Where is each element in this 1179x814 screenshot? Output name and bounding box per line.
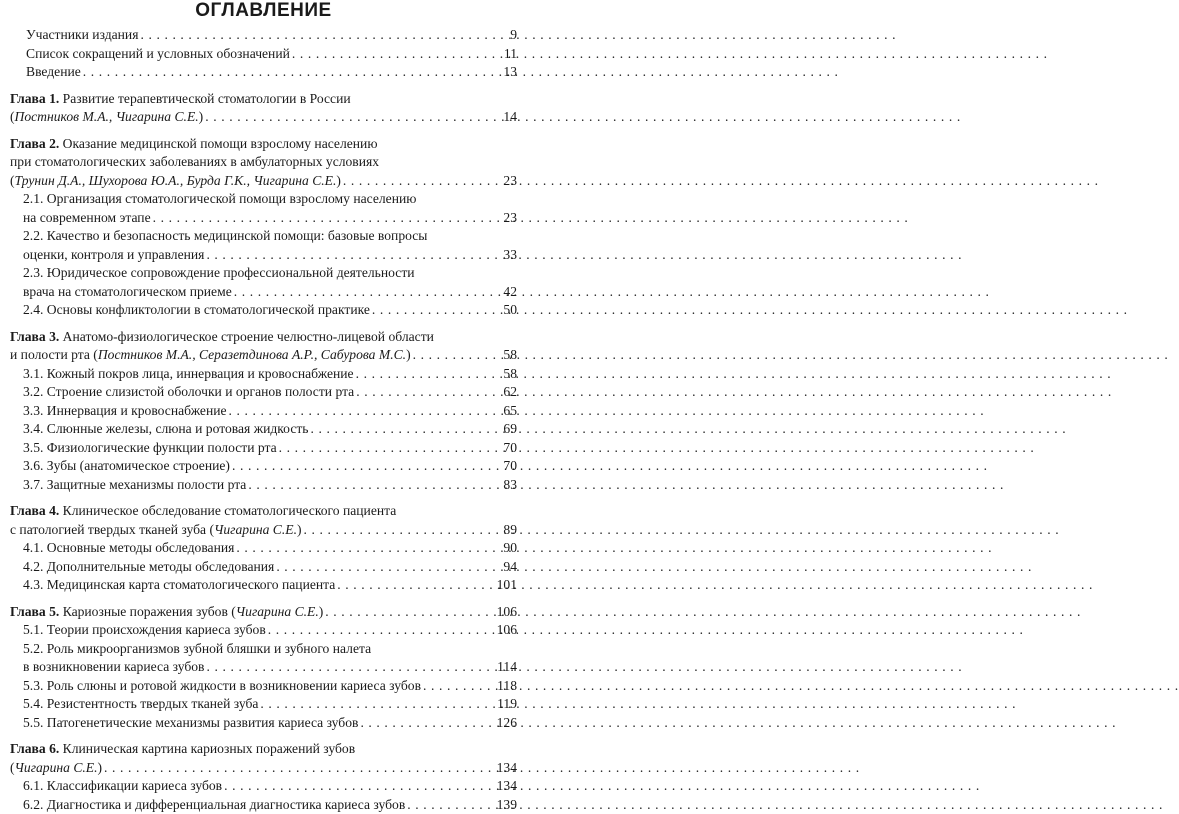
chapter-title-line: Глава 2. Оказание медицинской помощи взрослому населению	[10, 135, 517, 154]
section-item	[10, 539, 517, 558]
entry-text: врача на стоматологическом приеме	[23, 283, 232, 302]
dot-leader	[279, 439, 495, 458]
entry-text: (Постников М.А., Чигарина С.Е.)	[10, 108, 203, 127]
entry-text: 5.1. Теории происхождения кариеса зубов	[23, 621, 266, 640]
entry-text: Глава 5. Кариозные поражения зубов (Чигарина С.Е.)	[10, 603, 323, 622]
entry-text: в возникновении кариеса зубов	[23, 658, 204, 677]
dot-leader	[83, 63, 495, 82]
chapter-authors: Чигарина С.Е.	[214, 522, 297, 537]
dot-leader	[356, 365, 495, 384]
dot-leader	[104, 759, 495, 778]
section-title-line: 2.3. Юридическое сопровождение профессиональной деятельности	[10, 264, 517, 283]
chapter-title-line: Глава 6. Клиническая картина кариозных поражений зубов	[10, 740, 517, 759]
section-item	[10, 457, 517, 476]
dot-leader	[311, 420, 496, 439]
chapter-authors: Чигарина С.Е.	[236, 604, 319, 619]
chapter-authors: Постников М.А., Серазетдинова А.Р., Сабурова М.С.	[98, 347, 406, 362]
page-number: 11	[497, 45, 517, 64]
dot-leader	[206, 658, 495, 677]
chapter-spacer	[10, 127, 517, 135]
page-number: 134	[497, 777, 517, 796]
page-number: 69	[497, 420, 517, 439]
chapter-authors: Трунин Д.А., Шухорова Ю.А., Бурда Г.К., Чигарина С.Е.	[15, 173, 337, 188]
entry-text: оценки, контроля и управления	[23, 246, 204, 265]
dot-leader	[229, 402, 495, 421]
section-item	[10, 621, 517, 640]
entry-text: 5.3. Роль слюны и ротовой жидкости в возникновении кариеса зубов	[23, 677, 421, 696]
chapter-spacer	[10, 595, 517, 603]
dot-leader	[268, 621, 495, 640]
page-number: 13	[497, 63, 517, 82]
chapter-title-line: Глава 4. Клиническое обследование стоматологического пациента	[10, 502, 517, 521]
page-number: 62	[497, 383, 517, 402]
chapter-label: Глава 5.	[10, 604, 59, 619]
page-number: 90	[497, 539, 517, 558]
chapter-label: Глава 3.	[10, 329, 59, 344]
chapter-title-line	[10, 603, 517, 622]
chapter-label: Глава 2.	[10, 136, 59, 151]
section-item	[10, 777, 517, 796]
entry-text: 6.1. Классификации кариеса зубов	[23, 777, 222, 796]
entry-text: (Трунин Д.А., Шухорова Ю.А., Бурда Г.К., Чигарина С.Е.)	[10, 172, 341, 191]
entry-text: 3.4. Слюнные железы, слюна и ротовая жидкость	[23, 420, 309, 439]
section-title-line: 5.2. Роль микроорганизмов зубной бляшки и зубного налета	[10, 640, 517, 659]
page-number: 14	[497, 108, 517, 127]
chapter-title-line	[10, 521, 517, 540]
entry-text: 3.3. Иннервация и кровоснабжение	[23, 402, 227, 421]
page-number: 42	[497, 283, 517, 302]
dot-leader	[292, 45, 495, 64]
page-number: 58	[497, 365, 517, 384]
dot-leader	[248, 476, 495, 495]
dot-leader	[372, 301, 495, 320]
chapter-label: Глава 1.	[10, 91, 59, 106]
section-item	[10, 796, 517, 814]
dot-leader	[205, 108, 495, 127]
dot-leader	[276, 558, 495, 577]
section-item	[10, 420, 517, 439]
entry-text: (Чигарина С.Е.)	[10, 759, 102, 778]
dot-leader	[337, 576, 494, 595]
page-number: 106	[497, 621, 517, 640]
entry-text: 3.2. Строение слизистой оболочки и органов полости рта	[23, 383, 354, 402]
dot-leader	[140, 26, 495, 45]
entry-text: 3.1. Кожный покров лица, иннервация и кровоснабжение	[23, 365, 354, 384]
section-item	[10, 301, 517, 320]
page-number: 101	[497, 576, 517, 595]
section-item	[10, 695, 517, 714]
entry-text: Участники издания	[26, 26, 138, 45]
entry-text: и полости рта (Постников М.А., Серазетдинова А.Р., Сабурова М.С.)	[10, 346, 411, 365]
chapter-title-line: Глава 3. Анатомо-физиологическое строение челюстно-лицевой области	[10, 328, 517, 347]
page-number: 23	[497, 172, 517, 191]
dot-leader	[407, 796, 494, 814]
chapter-spacer	[10, 494, 517, 502]
entry-text: Список сокращений и условных обозначений	[26, 45, 290, 64]
entry-text: 4.3. Медицинская карта стоматологического пациента	[23, 576, 335, 595]
entry-text: с патологией твердых тканей зуба (Чигарина С.Е.)	[10, 521, 302, 540]
section-title-line	[10, 209, 517, 228]
page-number: 126	[497, 714, 517, 733]
section-item	[10, 576, 517, 595]
front-matter-item	[10, 26, 517, 45]
dot-leader	[224, 777, 495, 796]
page-number: 33	[497, 246, 517, 265]
section-item	[10, 677, 517, 696]
section-item	[10, 365, 517, 384]
chapter-title-line: Глава 1. Развитие терапевтической стоматологии в России	[10, 90, 517, 109]
section-item	[10, 439, 517, 458]
entry-text: 5.4. Резистентность твердых тканей зуба	[23, 695, 258, 714]
chapter-spacer	[10, 732, 517, 740]
chapter-spacer	[10, 320, 517, 328]
dot-leader	[356, 383, 495, 402]
dot-leader	[343, 172, 495, 191]
page-number: 58	[497, 346, 517, 365]
page-number: 70	[497, 439, 517, 458]
entry-text: 5.5. Патогенетические механизмы развития кариеса зубов	[23, 714, 358, 733]
page-title: ОГЛАВЛЕНИЕ	[10, 0, 517, 26]
section-title-line	[10, 283, 517, 302]
section-item	[10, 558, 517, 577]
dot-leader	[413, 346, 495, 365]
table-of-contents	[10, 26, 517, 814]
section-title-line	[10, 246, 517, 265]
page-number: 139	[497, 796, 517, 814]
section-title-line: 2.1. Организация стоматологической помощи взрослому населению	[10, 190, 517, 209]
entry-text: 4.2. Дополнительные методы обследования	[23, 558, 274, 577]
page-number: 70	[497, 457, 517, 476]
entry-text: 3.6. Зубы (анатомическое строение)	[23, 457, 230, 476]
toc-page	[0, 0, 531, 785]
entry-text: 4.1. Основные методы обследования	[23, 539, 234, 558]
chapter-spacer	[10, 82, 517, 90]
dot-leader	[234, 283, 495, 302]
page-number: 119	[497, 695, 517, 714]
entry-text: Введение	[26, 63, 81, 82]
dot-leader	[153, 209, 495, 228]
dot-leader	[304, 521, 495, 540]
dot-leader	[260, 695, 495, 714]
page-number: 94	[497, 558, 517, 577]
entry-text: 3.5. Физиологические функции полости рта	[23, 439, 277, 458]
page-number: 89	[497, 521, 517, 540]
chapter-label: Глава 6.	[10, 741, 59, 756]
page-number: 65	[497, 402, 517, 421]
section-title-line	[10, 658, 517, 677]
page-number: 106	[497, 603, 517, 622]
entry-text: на современном этапе	[23, 209, 151, 228]
section-item	[10, 476, 517, 495]
chapter-title-line: при стоматологических заболеваниях в амбулаторных условиях	[10, 153, 517, 172]
dot-leader	[360, 714, 494, 733]
page-number: 83	[497, 476, 517, 495]
chapter-authors: Чигарина С.Е.	[15, 760, 98, 775]
front-matter-item	[10, 45, 517, 64]
entry-text: 3.7. Защитные механизмы полости рта	[23, 476, 246, 495]
page-number: 9	[497, 26, 517, 45]
front-matter-item	[10, 63, 517, 82]
chapter-title-line	[10, 172, 517, 191]
chapter-title-line	[10, 759, 517, 778]
dot-leader	[325, 603, 494, 622]
dot-leader	[236, 539, 495, 558]
dot-leader	[232, 457, 495, 476]
section-item	[10, 714, 517, 733]
section-item	[10, 383, 517, 402]
page-number: 114	[497, 658, 517, 677]
chapter-title-line	[10, 346, 517, 365]
chapter-title-line	[10, 108, 517, 127]
page-number: 118	[497, 677, 517, 696]
entry-text: 6.2. Диагностика и дифференциальная диагностика кариеса зубов	[23, 796, 405, 814]
section-item	[10, 402, 517, 421]
dot-leader	[206, 246, 495, 265]
chapter-label: Глава 4.	[10, 503, 59, 518]
entry-text: 2.4. Основы конфликтологии в стоматологической практике	[23, 301, 370, 320]
dot-leader	[423, 677, 495, 696]
page-number: 23	[497, 209, 517, 228]
chapter-authors: Постников М.А., Чигарина С.Е.	[15, 109, 199, 124]
section-title-line: 2.2. Качество и безопасность медицинской помощи: базовые вопросы	[10, 227, 517, 246]
page-number: 50	[497, 301, 517, 320]
page-number: 134	[497, 759, 517, 778]
